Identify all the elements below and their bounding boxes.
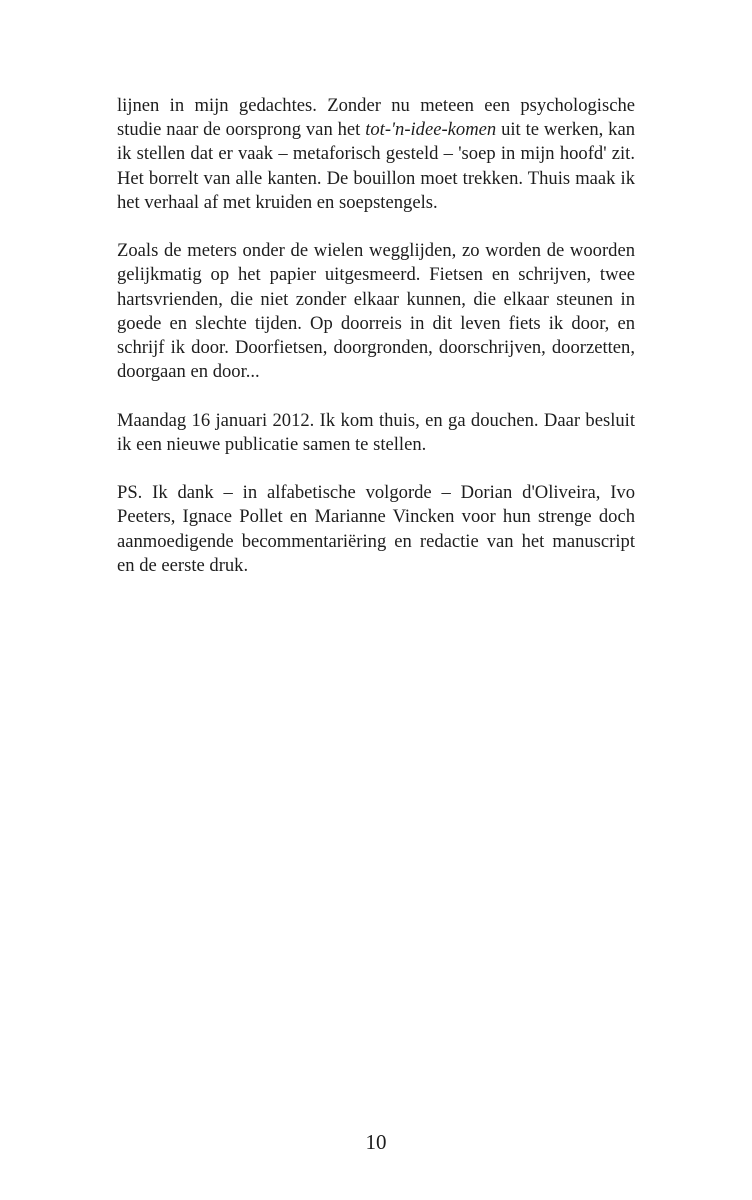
page-number: 10 — [365, 1130, 387, 1154]
paragraph-1 — [117, 94, 635, 215]
paragraph-2: Zoals de meters onder de wielen wegglijden, zo worden de woorden gelijkmatig op het papier uitgesmeerd. Fietsen en schrijven, twee hartsvrienden, die niet zonder elkaar kunnen, die elkaar steunen in goede en slechte tijden. Op doorreis in dit leven fiets ik door, en schrijf ik door. Doorfietsen, doorgronden, doorschrijven, doorzetten, doorgaan en door... — [117, 240, 635, 383]
paragraph-1-start: lijnen in mijn gedachtes. Zonder nu meteen een psychologische studie naar de oorsprong van het — [117, 95, 635, 141]
paragraph-4: PS. Ik dank – in alfabetische volgorde – Dorian d'Oliveira, Ivo Peeters, Ignace Pollet en Marianne Vincken voor hun strenge doch aanmoedigende becommentariëring en redactie van het manuscript en de eerste druk. — [117, 482, 635, 576]
paragraph-1-end: uit te werken, kan ik stellen dat er vaak – metaforisch gesteld – 'soep in mijn hoofd' zit. Het borrelt van alle kanten. De bouillon moet trekken. Thuis maak ik het verhaal af met kruiden en soepstengels. — [117, 119, 635, 213]
paragraph-3: Maandag 16 januari 2012. Ik kom thuis, en ga douchen. Daar besluit ik een nieuwe publicatie samen te stellen. — [117, 409, 635, 455]
italic-term: tot-'n-idee-komen — [365, 119, 497, 141]
body-text — [117, 94, 635, 602]
